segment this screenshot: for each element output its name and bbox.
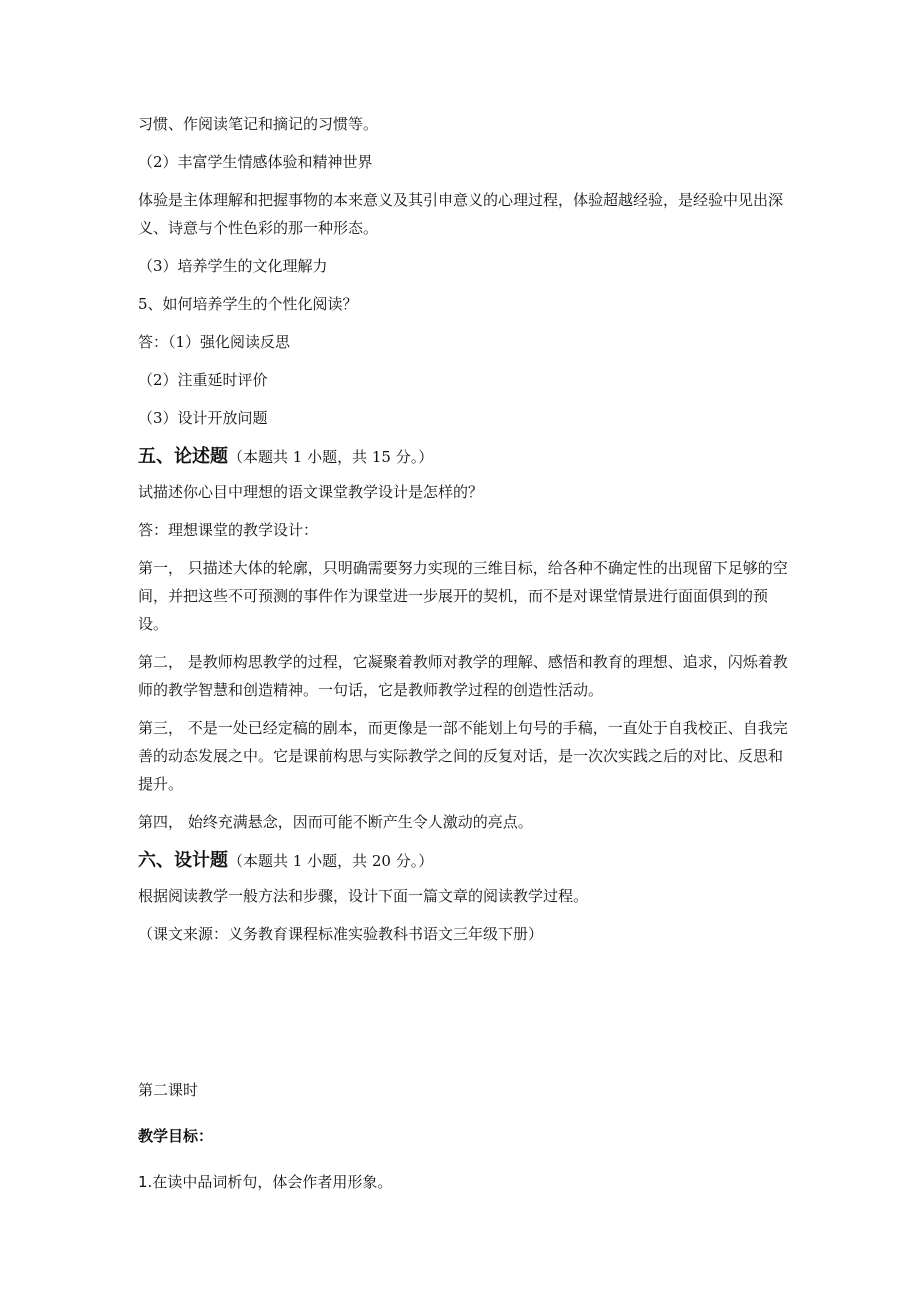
- subheading-3: （3）培养学生的文化理解力: [138, 257, 328, 275]
- essay-point-1: 第一， 只描述大体的轮廓，只明确需要努力实现的三维目标，给各种不确定性的出现留下足够的空间，并把这些不可预测的事件作为课堂进一步展开的契机，而不是对课堂情景进行面面俱到的预设。: [138, 559, 788, 633]
- essay-point-3: 第三， 不是一处已经定稿的剧本，而更像是一部不能划上句号的手稿，一直处于自我校正、自我完善的动态发展之中。它是课前构思与实际教学之间的反复对话，是一次次实践之后的对比、反思和提升。: [138, 719, 788, 793]
- paragraph-experience: 体验是主体理解和把握事物的本来意义及其引申意义的心理过程，体验超越经验，是经验中见出深义、诗意与个性色彩的那一种形态。: [138, 191, 784, 237]
- answer-2: （2）注重延时评价: [138, 371, 268, 389]
- blank-space: [138, 958, 788, 1076]
- section-6-title: 六、设计题: [138, 850, 228, 871]
- section-6-note: （本题共 1 小题，共 20 分。）: [228, 852, 434, 870]
- section-5-title: 五、论述题: [138, 446, 228, 467]
- essay-question: 试描述你心目中理想的语文课堂教学设计是怎样的？: [138, 483, 484, 501]
- goal-1-number: 1.: [138, 1173, 153, 1191]
- question-5: 5、如何培养学生的个性化阅读？: [138, 295, 358, 313]
- design-instruction: 根据阅读教学一般方法和步骤，设计下面一篇文章的阅读教学过程。: [138, 887, 589, 905]
- goal-1-text: 在读中品词析句，体会作者用形象。: [152, 1173, 393, 1191]
- answer-1: 答：（1）强化阅读反思: [138, 333, 291, 351]
- essay-point-4: 第四， 始终充满悬念，因而可能不断产生令人激动的亮点。: [138, 813, 533, 831]
- document-page: [138, 110, 788, 1206]
- section-5-note: （本题共 1 小题，共 15 分。）: [228, 448, 434, 466]
- lesson-period: 第二课时: [138, 1081, 199, 1099]
- section-5-heading: [138, 442, 788, 472]
- design-source: （课文来源：义务教育课程标准实验教科书语文三年级下册）: [138, 925, 544, 943]
- text-line: 习惯、作阅读笔记和摘记的习惯等。: [138, 115, 379, 133]
- goal-1: [138, 1168, 788, 1196]
- goal-heading: 教学目标：: [138, 1127, 214, 1145]
- essay-point-2: 第二， 是教师构思教学的过程，它凝聚着教师对教学的理解、感悟和教育的理想、追求，闪烁着教师的教学智慧和创造精神。一句话，它是教师教学过程的创造性活动。: [138, 653, 788, 699]
- answer-3: （3）设计开放问题: [138, 409, 268, 427]
- essay-answer-intro: 答：理想课堂的教学设计：: [138, 521, 319, 539]
- section-6-heading: [138, 846, 788, 876]
- subheading-2: （2）丰富学生情感体验和精神世界: [138, 153, 373, 171]
